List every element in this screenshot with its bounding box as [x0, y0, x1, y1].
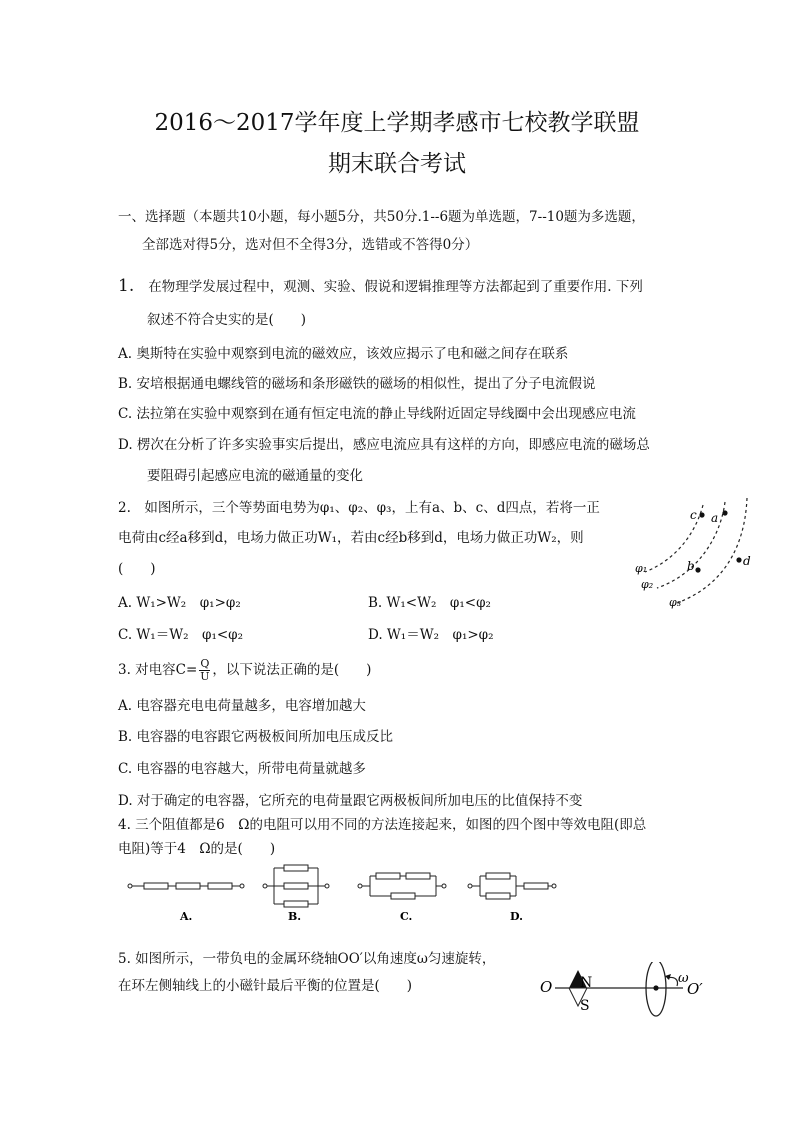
question-2-option-d: D. W₁＝W₂ φ₁>φ₂ — [368, 627, 494, 643]
label-c: c — [690, 508, 697, 522]
question-3-option-a: A. 电容器充电电荷量越多，电容增加越大 — [118, 698, 366, 714]
circuit-label-d: D. — [510, 910, 523, 923]
circuit-a-terminal-right — [240, 884, 244, 888]
label-phi1: φ₁ — [635, 562, 648, 575]
question-1-stem-line1 — [118, 277, 643, 296]
question-2-stem-line1: 2. 如图所示，三个等势面电势为φ₁、φ₂、φ₃，上有a、b、c、d四点，若将一正 — [118, 500, 600, 516]
label-a: a — [711, 511, 719, 525]
capacitance-fraction — [199, 658, 210, 683]
question-3-stem-pre: 3. 对电容C= — [118, 662, 198, 678]
circuit-label-c: C. — [400, 910, 413, 923]
circuit-a-terminal-left — [128, 884, 132, 888]
section-instructions-line1: 一、选择题（本题共10小题，每小题5分，共50分.1--6题为单选题，7--10题为多选题， — [118, 209, 645, 225]
label-omega: ω — [678, 971, 689, 986]
point-d-dot — [736, 557, 741, 562]
circuit-b-resistor-3 — [284, 901, 308, 907]
label-phi2: φ₂ — [641, 578, 654, 591]
point-a-dot — [722, 510, 727, 515]
question-3-stem — [118, 657, 371, 683]
label-n: N — [580, 975, 593, 991]
circuit-label-a: A. — [180, 910, 193, 923]
circuit-c-terminal-left — [358, 884, 362, 888]
circuit-label-b: B. — [288, 910, 302, 923]
circuit-b-terminal-right — [325, 884, 329, 888]
question-3-option-d: D. 对于确定的电容器，它所充的电荷量跟它两极板间所加电压的比值保持不变 — [118, 793, 583, 809]
circuit-c-resistor-1 — [376, 873, 400, 879]
exam-title: 2016～2017学年度上学期孝感市七校教学联盟 — [154, 110, 640, 136]
circuit-c-resistor-2 — [406, 873, 430, 879]
question-2-option-b: B. W₁<W₂ φ₁<φ₂ — [368, 595, 491, 611]
circuit-b-resistor-2 — [284, 883, 308, 889]
question-1-stem-text: 在物理学发展过程中，观测、实验、假说和逻辑推理等方法都起到了重要作用. 下列 — [148, 279, 643, 295]
section-instructions-line2: 全部选对得5分，选对但不全得3分，选错或不答得0分） — [142, 237, 479, 253]
question-3-stem-post: ，以下说法正确的是( ) — [212, 662, 372, 678]
question-2-option-a: A. W₁>W₂ φ₁>φ₂ — [118, 595, 241, 611]
rotating-ring-figure — [535, 962, 715, 1028]
point-c-dot — [699, 512, 704, 517]
circuit-d-resistor-2 — [486, 893, 510, 899]
label-b: b — [687, 559, 695, 573]
circuit-d-resistor-1 — [486, 873, 510, 879]
question-1-stem-line2: 叙述不符合史实的是( ) — [147, 312, 307, 328]
question-1-number: 1. — [118, 276, 135, 296]
point-b-dot — [695, 567, 700, 572]
ring-center-dot — [653, 985, 658, 990]
resistor-circuits-figure — [120, 858, 560, 930]
question-1-option-d-line2: 要阻碍引起感应电流的磁通量的变化 — [147, 468, 363, 484]
equipotential-figure — [625, 490, 775, 619]
exam-subtitle: 期末联合考试 — [328, 151, 466, 177]
circuit-c-terminal-right — [442, 884, 446, 888]
circuit-b-terminal-left — [263, 884, 267, 888]
question-1-option-b: B. 安培根据通电螺线管的磁场和条形磁铁的磁场的相似性，提出了分子电流假说 — [118, 376, 596, 392]
label-o-prime: O′ — [687, 980, 703, 998]
question-5-stem-line2: 在环左侧轴线上的小磁针最后平衡的位置是( ) — [118, 978, 413, 994]
equipotential-diagram — [625, 490, 775, 615]
circuit-d-terminal-right — [552, 884, 556, 888]
question-1-option-c: C. 法拉第在实验中观察到在通有恒定电流的静止导线附近固定导线圈中会出现感应电流 — [118, 406, 636, 422]
question-3-option-c: C. 电容器的电容越大，所带电荷量就越多 — [118, 761, 366, 777]
label-d: d — [743, 554, 751, 568]
circuit-c-resistor-3 — [391, 893, 415, 899]
label-s: S — [580, 998, 590, 1014]
question-1-option-a: A. 奥斯特在实验中观察到电流的磁效应，该效应揭示了电和磁之间存在联系 — [118, 346, 569, 362]
question-4-stem-line2: 电阻)等于4 Ω的是( ) — [118, 841, 276, 857]
circuit-a-resistor-3 — [208, 883, 232, 889]
question-2-stem-line2: 电荷由c经a移到d，电场力做正功W₁，若由c经b移到d，电场力做正功W₂，则 — [118, 530, 584, 546]
question-4-stem-line1: 4. 三个阻值都是6 Ω的电阻可以用不同的方法连接起来，如图的四个图中等效电阻(即总 — [118, 817, 647, 833]
label-o: O — [540, 978, 553, 996]
circuit-b-resistor-1 — [284, 865, 308, 871]
circuit-a-resistor-2 — [176, 883, 200, 889]
label-phi3: φ₃ — [669, 596, 682, 609]
rotating-ring-diagram — [535, 962, 715, 1024]
circuit-d-resistor-3 — [524, 883, 548, 889]
question-2-option-c: C. W₁＝W₂ φ₁<φ₂ — [118, 627, 244, 643]
resistor-circuits-diagram — [120, 858, 560, 926]
circuit-a-resistor-1 — [144, 883, 168, 889]
fraction-numerator: Q — [200, 657, 210, 670]
question-2-stem-line3: ( ) — [118, 561, 156, 577]
question-5-stem-line1: 5. 如图所示，一带负电的金属环绕轴OO′以角速度ω匀速旋转， — [118, 951, 496, 967]
circuit-d-terminal-left — [468, 884, 472, 888]
question-1-option-d-line1: D. 楞次在分析了许多实验事实后提出，感应电流应具有这样的方向，即感应电流的磁场总 — [118, 437, 650, 453]
question-3-option-b: B. 电容器的电容跟它两极板间所加电压成反比 — [118, 729, 394, 745]
fraction-denominator: U — [200, 670, 210, 683]
